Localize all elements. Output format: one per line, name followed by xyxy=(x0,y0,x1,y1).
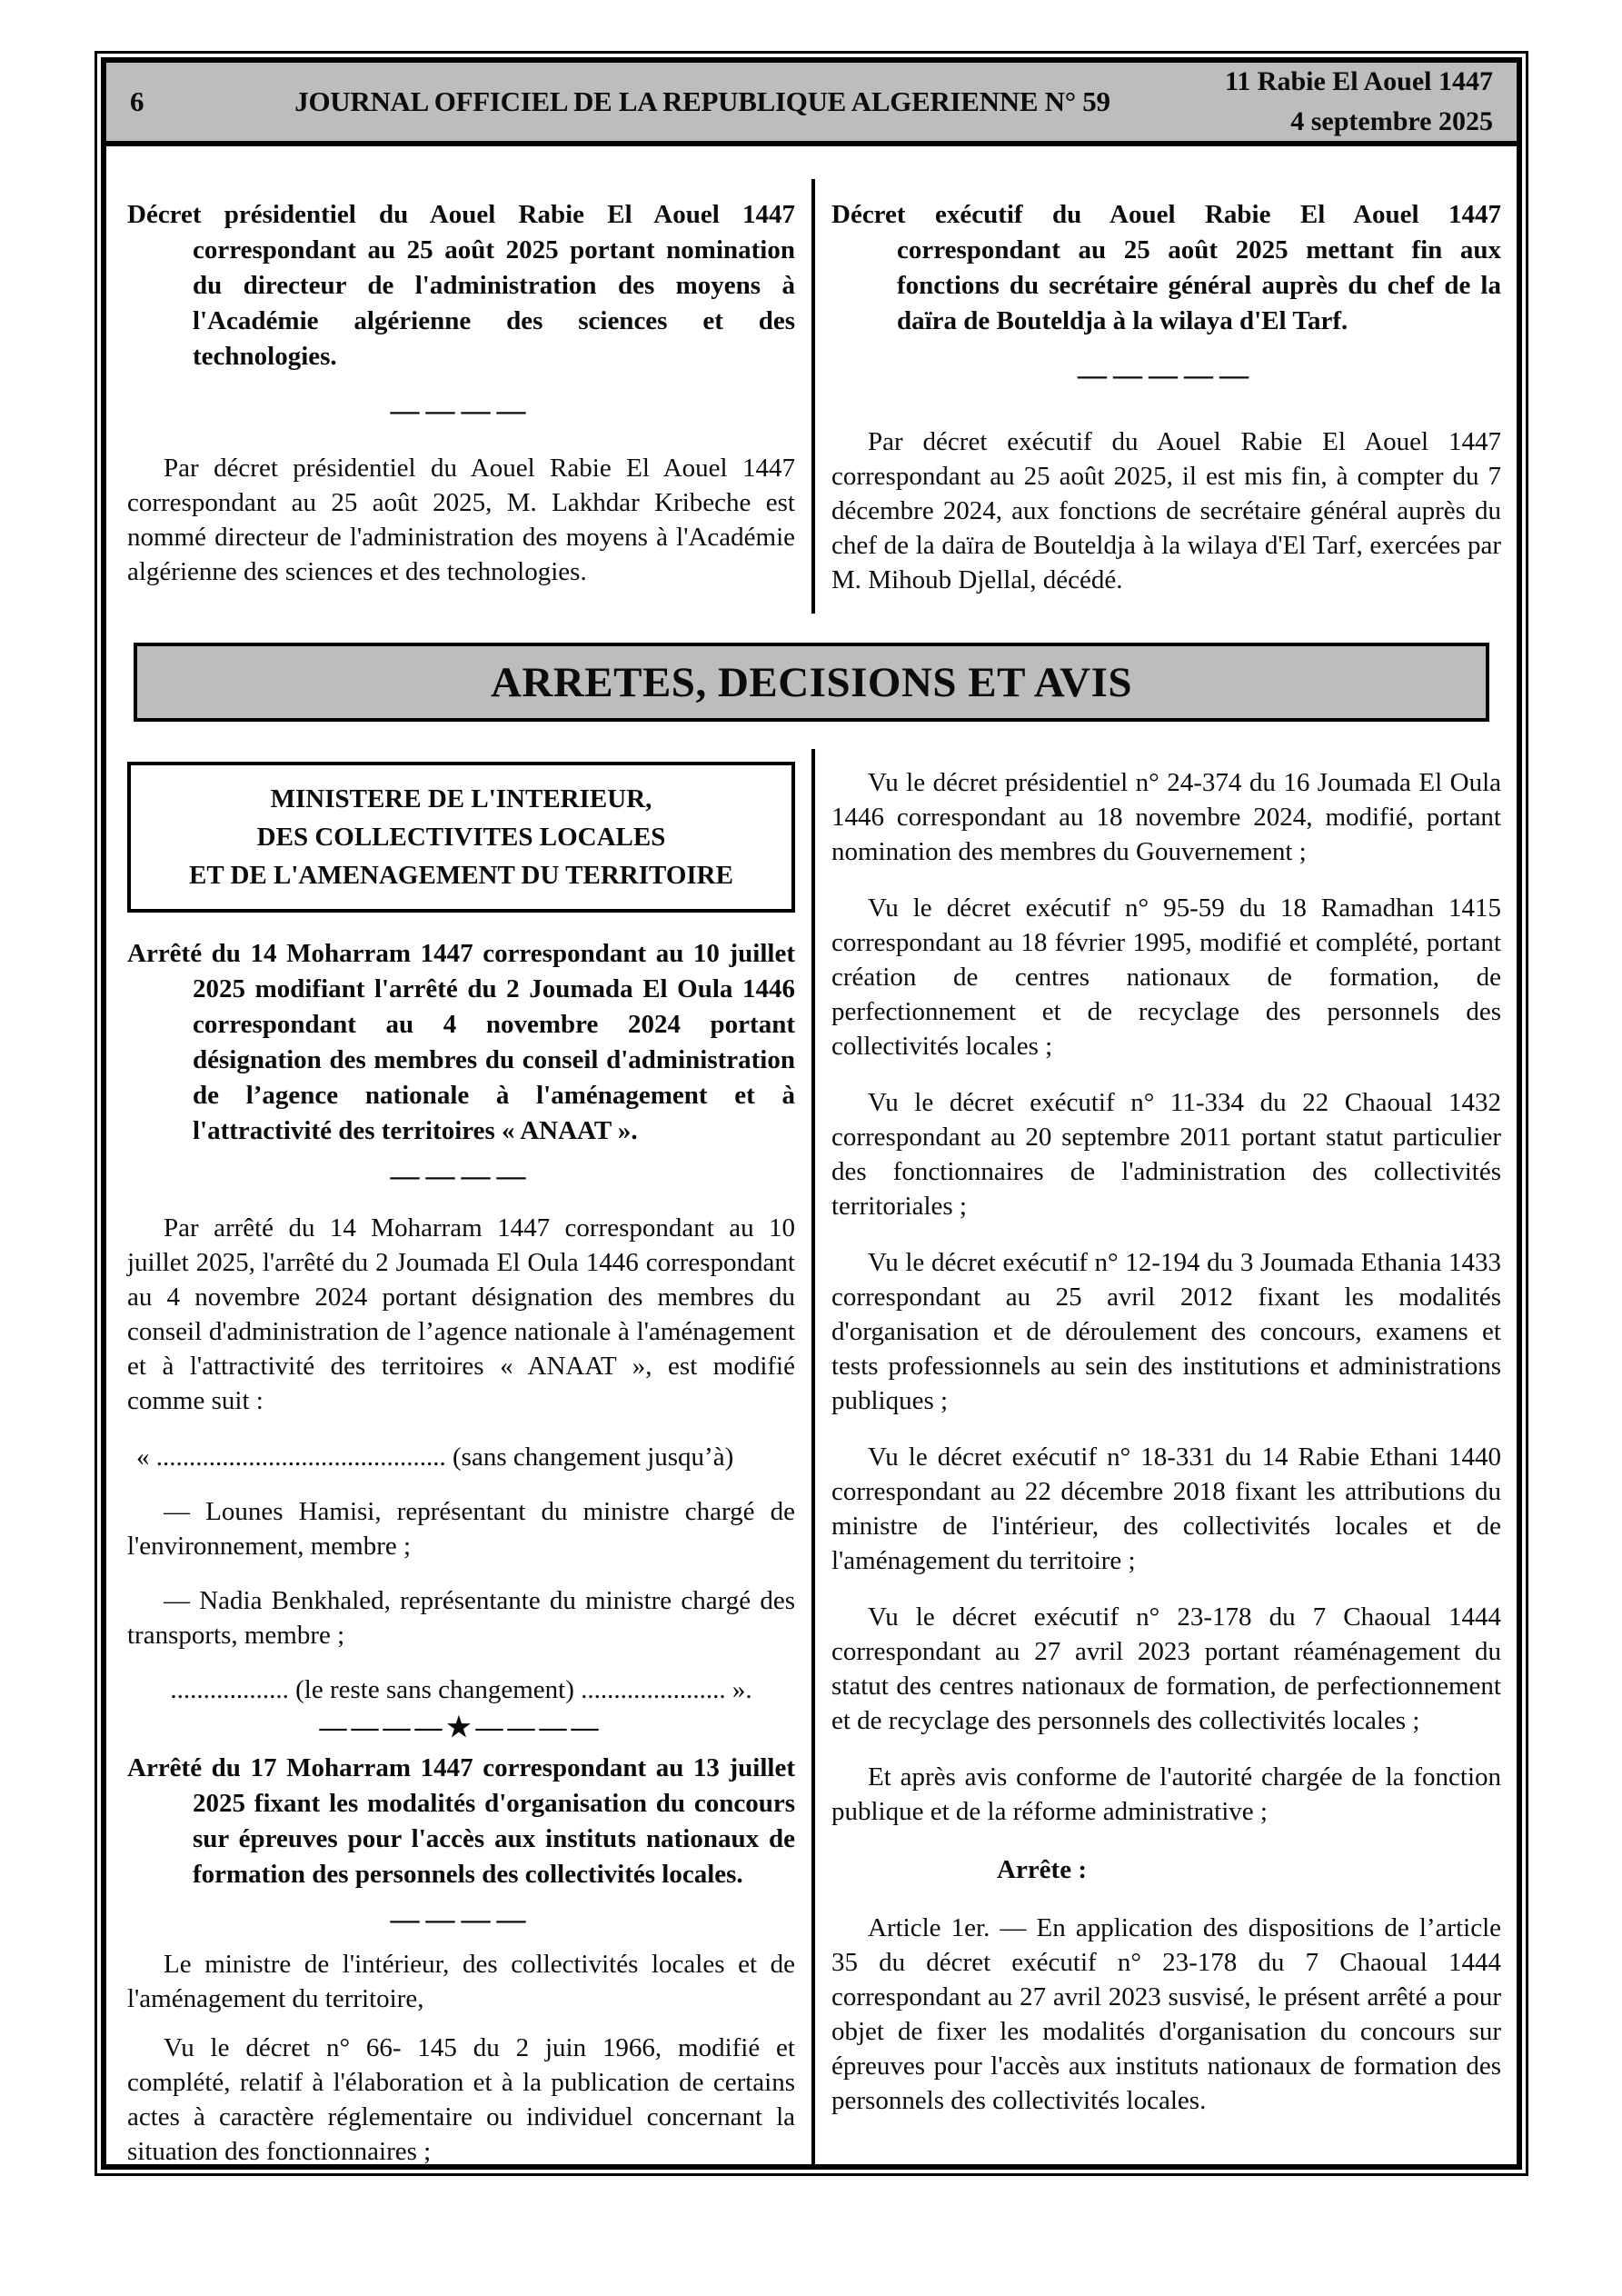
date-hijri: 11 Rabie El Aouel 1447 xyxy=(1224,66,1493,96)
visa-paragraph: Vu le décret exécutif n° 18-331 du 14 Rabie Ethani 1440 correspondant au 22 décembre 2018 fixant les attributions du ministre de l'intérieur, des collectivités locales et de l'aménagement du territoire ; xyxy=(831,1442,1501,1575)
dash-separator: ———— xyxy=(390,394,532,426)
sans-changement-line: « ............................................ (sans changement jusqu’à) xyxy=(136,1442,734,1472)
journal-title: JOURNAL OFFICIEL DE LA REPUBLIQUE ALGERIENNE N° 59 xyxy=(294,85,1110,117)
arrete-label: Arrête : xyxy=(997,1855,1087,1884)
star-separator: ————★———— xyxy=(319,1712,603,1742)
arrete2-heading: Arrêté du 17 Moharram 1447 correspondant au 13 juillet 2025 fixant les modalités d'organisation du concours sur épreuves pour l'accès aux instituts nationaux de formation des personnels des collectivités locales. xyxy=(127,1753,795,1889)
visa-paragraph: Vu le décret exécutif n° 23-178 du 7 Chaoual 1444 correspondant au 27 avril 2023 portant réaménagement du statut des centres nationaux de formation, de perfectionnement et de recyclage des personnels des collectivités locales ; xyxy=(831,1602,1501,1735)
arretes-section xyxy=(106,722,1517,2164)
dash-separator: ———— xyxy=(390,1902,532,1935)
arrete1-body: Par arrêté du 14 Moharram 1447 correspondant au 10 juillet 2025, l'arrêté du 2 Joumada El Oula 1446 correspondant au 4 novembre 2024 portant désignation des membres du conseil d'administration de l’agence nationale à l'aménagement et à l'attractivité des territoires « ANAAT », est modifié comme suit : xyxy=(127,1213,795,1415)
ministry-line-2: DES COLLECTIVITES LOCALES xyxy=(256,823,666,852)
arretes-banner-title: ARRETES, DECISIONS ET AVIS xyxy=(490,658,1133,706)
top-left-column xyxy=(127,146,795,589)
minister-intro-line: Le ministre de l'intérieur, des collectivités locales et de l'aménagement du territoire, xyxy=(127,1950,795,2013)
top-right-column xyxy=(831,146,1501,597)
ministry-line-1: MINISTERE DE L'INTERIEUR, xyxy=(270,784,652,814)
decree-executive-body: Par décret exécutif du Aouel Rabie El Aouel 1447 correspondant au 25 août 2025, il est mis fin, à compter du 7 décembre 2024, aux fonctions de secrétaire général auprès du chef de la daïra de Bouteldja à la wilaya d'El Tarf, exercées par M. Mihoub Djellal, décédé. xyxy=(831,427,1501,594)
member-item-2: — Nadia Benkhaled, représentante du ministre chargé des transports, membre ; xyxy=(127,1586,795,1650)
bottom-left-column xyxy=(127,722,795,2169)
article-1-paragraph: Article 1er. — En application des dispositions de l’article 35 du décret exécutif n° 23-178 du 7 Chaoual 1444 correspondant au 27 avril 2023 susvisé, le présent arrêté a pour objet de fixer les modalités d'organisation du concours sur épreuves pour l'accès aux instituts nationaux de formation des personnels des collectivités locales. xyxy=(831,1913,1501,2115)
arretes-banner xyxy=(134,643,1489,722)
column-divider-bottom xyxy=(811,749,815,2164)
ministry-heading-box xyxy=(127,762,795,913)
visa-paragraph: Vu le décret exécutif n° 95-59 du 18 Ramadhan 1415 correspondant au 18 février 1995, modifié et complété, portant création de centres nationaux de formation, de perfectionnement et de recyclage des personnels des collectivités locales ; xyxy=(831,893,1501,1061)
dash-separator: ———— xyxy=(390,1159,532,1192)
decree-presidential-heading: Décret présidentiel du Aouel Rabie El Aouel 1447 correspondant au 25 août 2025 portant nomination du directeur de l'administration des moyens à l'Académie algérienne des sciences et des technologies. xyxy=(127,200,795,371)
arrete1-heading: Arrêté du 14 Moharram 1447 correspondant au 10 juillet 2025 modifiant l'arrêté du 2 Joumada El Oula 1446 correspondant au 4 novembre 2024 portant désignation des membres du conseil d'administration de l’agence nationale à l'aménagement et à l'attractivité des territoires « ANAAT ». xyxy=(127,939,795,1145)
top-decrees-section xyxy=(106,146,1517,643)
reste-sans-changement-line: .................. (le reste sans changement) ...................... ». xyxy=(170,1675,752,1704)
visa-paragraph: Et après avis conforme de l'autorité chargée de la fonction publique et de la réforme administrative ; xyxy=(831,1762,1501,1826)
visa-paragraph: Vu le décret exécutif n° 11-334 du 22 Chaoual 1432 correspondant au 20 septembre 2011 portant statut particulier des fonctionnaires de l'administration des collectivités territoriales ; xyxy=(831,1088,1501,1221)
dash-separator: ————— xyxy=(1078,358,1255,391)
page-frame xyxy=(95,51,1528,2176)
decree-presidential-body: Par décret présidentiel du Aouel Rabie El Aouel 1447 correspondant au 25 août 2025, M. Lakhdar Kribeche est nommé directeur de l'administration des moyens à l'Académie algérienne des sciences et des technologies. xyxy=(127,454,795,586)
bottom-right-column xyxy=(831,722,1501,2118)
visa-paragraph: Vu le décret présidentiel n° 24-374 du 16 Joumada El Oula 1446 correspondant au 18 novembre 2024, modifié, portant nomination des membres du Gouvernement ; xyxy=(831,768,1501,866)
page-number: 6 xyxy=(130,85,144,117)
date-gregorian: 4 septembre 2025 xyxy=(1290,106,1493,136)
visa-paragraph: Vu le décret exécutif n° 12-194 du 3 Joumada Ethania 1433 correspondant au 25 avril 2012 fixant les modalités d'organisation et de déroulement des concours, examens et tests professionnels au sein des institutions et administrations publiques ; xyxy=(831,1248,1501,1415)
page-header xyxy=(106,63,1517,146)
member-item-1: — Lounes Hamisi, représentant du ministre chargé de l'environnement, membre ; xyxy=(127,1497,795,1561)
ministry-line-3: ET DE L'AMENAGEMENT DU TERRITOIRE xyxy=(189,861,733,890)
column-divider-top xyxy=(811,179,815,614)
visa-decret-66-145: Vu le décret n° 66- 145 du 2 juin 1966, modifié et complété, relatif à l'élaboration et à la publication de certains actes à caractère réglementaire ou individuel concernant la situation des fonctionnaires ; xyxy=(127,2033,795,2166)
decree-executive-heading: Décret exécutif du Aouel Rabie El Aouel 1447 correspondant au 25 août 2025 mettant fin aux fonctions du secrétaire général auprès du chef de la daïra de Bouteldja à la wilaya d'El Tarf. xyxy=(831,200,1501,335)
page-frame-inner xyxy=(101,57,1522,2170)
header-dates xyxy=(1193,62,1493,142)
